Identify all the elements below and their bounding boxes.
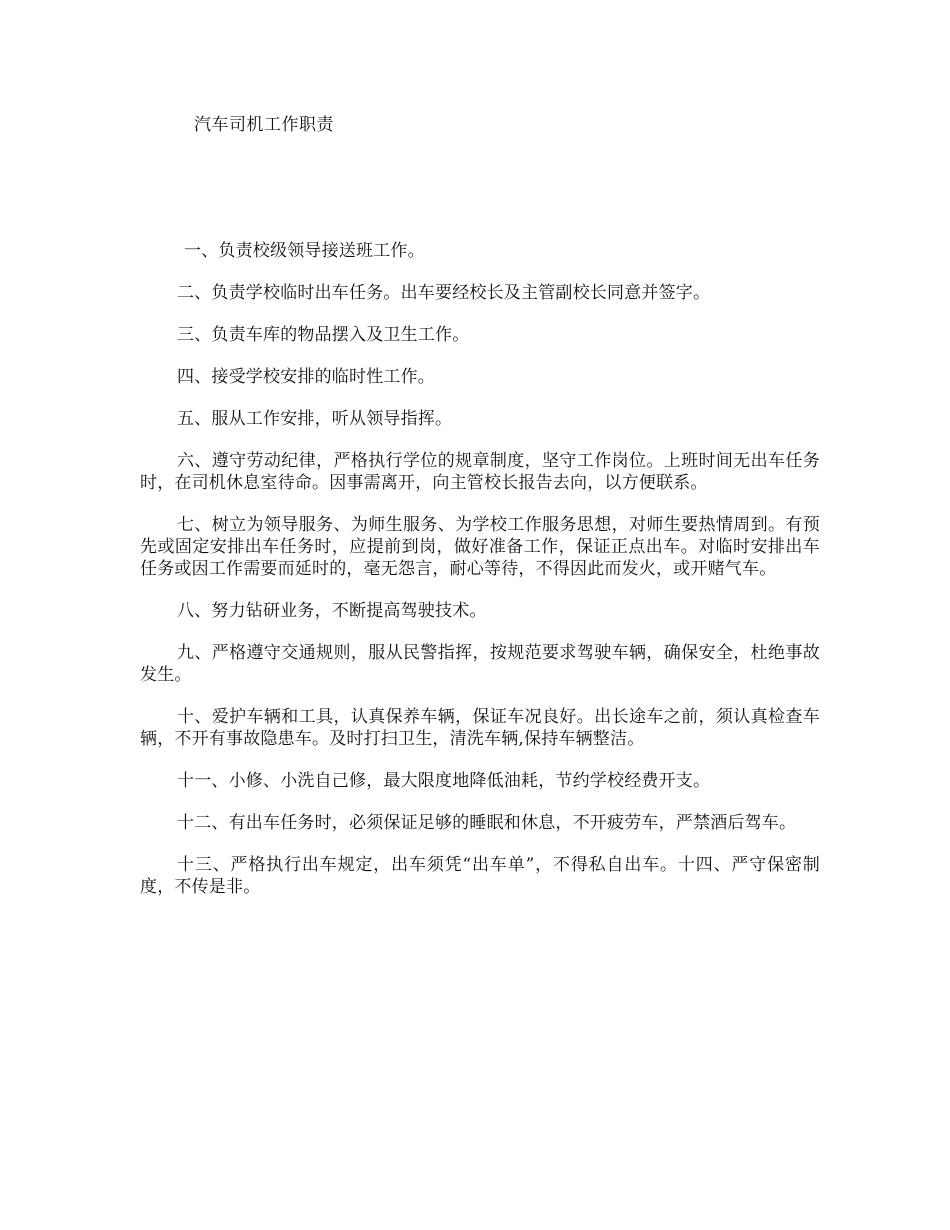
duty-item-3: 三、负责车库的物品摆入及卫生工作。 [177,325,470,345]
duty-item-8: 八、努力钻研业务，不断提高驾驶技术。 [177,601,487,621]
duty-item-10: 十、爱护车辆和工具，认真保养车辆，保证车况良好。出长途车之前，须认真检查车辆，不开有事故隐患车。及时打扫卫生，清洗车辆,保持车辆整洁。 [140,707,820,749]
duty-item-13: 十三、严格执行出车规定，出车须凭“出车单”，不得私自出车。十四、严守保密制度，不传是非。 [140,855,820,897]
duty-item-1: 一、负责校级领导接送班工作。 [184,241,425,261]
duty-item-5: 五、服从工作安排，听从领导指挥。 [177,409,453,429]
duty-item-12: 十二、有出车任务时，必须保证足够的睡眠和休息，不开疲劳车，严禁酒后驾车。 [177,813,797,833]
duty-item-9: 九、严格遵守交通规则，服从民警指挥，按规范要求驾驶车辆，确保安全，杜绝事故发生。 [140,643,820,685]
document-body [140,240,820,918]
duty-item-2: 二、负责学校临时出车任务。出车要经校长及主管副校长同意并签字。 [177,283,711,303]
duty-item-11: 十一、小修、小洗自己修，最大限度地降低油耗，节约学校经费开支。 [177,771,711,791]
duty-item-7: 七、树立为领导服务、为师生服务、为学校工作服务思想，对师生要热情周到。有预先或固定安排出车任务时，应提前到岗，做好准备工作，保证正点出车。对临时安排出车任务或因工作需要而延时的，毫无怨言，耐心等待，不得因此而发火，或开赌气车。 [140,515,820,579]
duty-item-6: 六、遵守劳动纪律，严格执行学位的规章制度，坚守工作岗位。上班时间无出车任务时，在司机休息室待命。因事需离开，向主管校长报告去向，以方便联系。 [140,451,820,493]
document-title: 汽车司机工作职责 [194,115,334,135]
duty-item-4: 四、接受学校安排的临时性工作。 [177,367,435,387]
